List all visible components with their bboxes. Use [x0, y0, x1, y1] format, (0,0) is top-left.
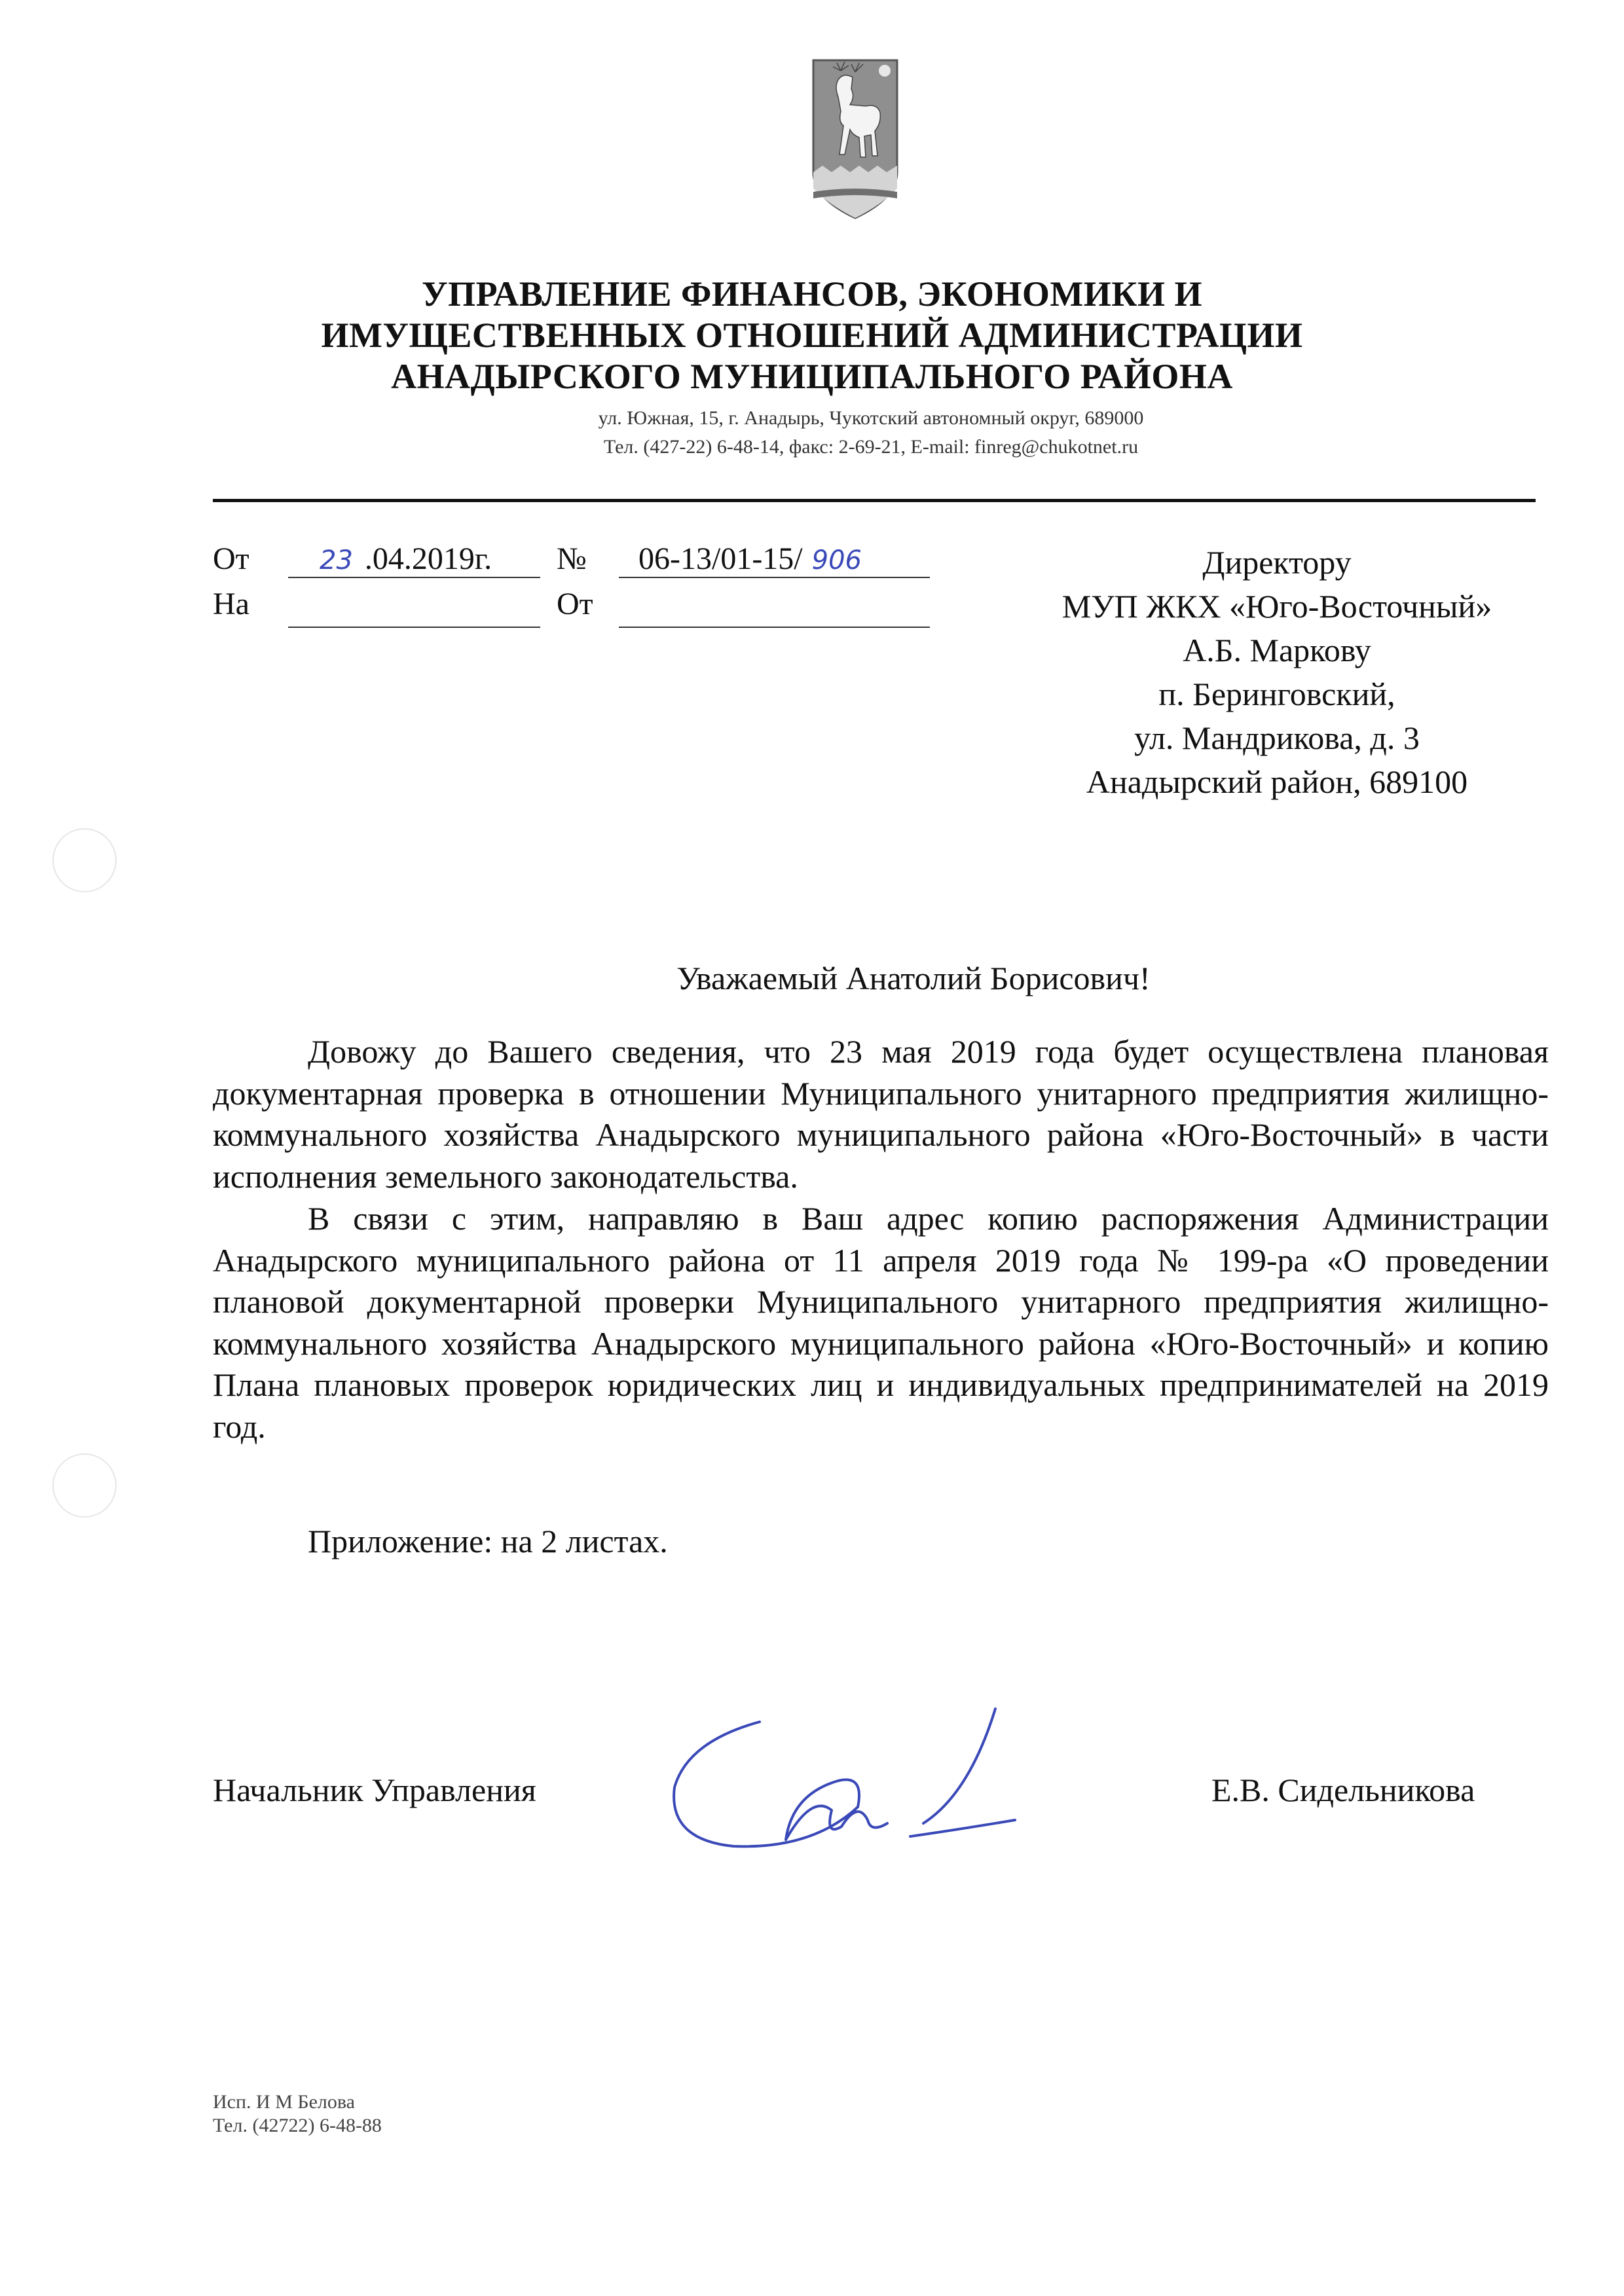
- executor-info: [213, 2090, 382, 2138]
- header-divider: [213, 499, 1536, 502]
- handwritten-number: 906: [811, 545, 862, 575]
- recipient-block: [969, 541, 1585, 804]
- punch-hole-bottom: [52, 1453, 117, 1518]
- recipient-line-5: ул. Мандрикова, д. 3: [1134, 720, 1420, 756]
- recipient-line-1: Директору: [1202, 544, 1352, 581]
- body-paragraph-2: В связи с этим, направляю в Ваш адрес копию распоряжения Администрации Анадырского муниципального района от 11 апреля 2019 года № 199-ра «О проведении плановой документарной проверки Муниципального унитарного предприятия жилищно-коммунального хозяйства Анадырского муниципального района «Юго-Восточный» и копию Плана плановых проверок юридических лиц и индивидуальных предпринимателей на 2019 год.: [213, 1200, 1549, 1445]
- handwritten-day: 23: [320, 545, 353, 575]
- outgoing-date: [288, 541, 540, 578]
- punch-hole-top: [52, 828, 117, 892]
- outgoing-number: [619, 541, 930, 578]
- organization-title-line-2: ИМУЩЕСТВЕННЫХ ОТНОШЕНИЙ АДМИНИСТРАЦИИ: [321, 316, 1303, 355]
- on-label: На: [213, 587, 249, 621]
- recipient-line-6: Анадырский район, 689100: [1086, 763, 1468, 800]
- attachment-note: Приложение: на 2 листах.: [308, 1523, 668, 1559]
- body-paragraph-1: Довожу до Вашего сведения, что 23 мая 2019 года будет осуществлена плановая документарная проверка в отношении Муниципального унитарного предприятия жилищно-коммунального хозяйства Анадырского муниципального района «Юго-Восточный» в части исполнения земельного законодательства.: [213, 1033, 1549, 1195]
- from-label: От: [213, 541, 249, 576]
- organization-contacts: Тел. (427-22) 6-48-14, факс: 2-69-21, E-mail: finreg@chukotnet.ru: [603, 436, 1139, 458]
- printed-number: 06-13/01-15/: [638, 541, 803, 576]
- organization-title-line-3: АНАДЫРСКОГО МУНИЦИПАЛЬНОГО РАЙОНА: [391, 357, 1233, 396]
- organization-title-line-1: УПРАВЛЕНИЕ ФИНАНСОВ, ЭКОНОМИКИ И: [422, 274, 1202, 314]
- of-label: От: [557, 587, 593, 621]
- number-label: №: [557, 541, 587, 576]
- organization-address: ул. Южная, 15, г. Анадырь, Чукотский автономный округ, 689000: [598, 407, 1144, 429]
- printed-date: .04.2019г.: [364, 541, 492, 576]
- executor-name: Исп. И М Белова: [213, 2091, 355, 2113]
- executor-phone: Тел. (42722) 6-48-88: [213, 2115, 382, 2136]
- signatory-position: Начальник Управления: [213, 1772, 536, 1808]
- recipient-line-3: А.Б. Маркову: [1183, 632, 1371, 668]
- organization-title: [0, 274, 1624, 397]
- recipient-line-2: МУП ЖКХ «Юго-Восточный»: [1061, 588, 1492, 625]
- greeting: Уважаемый Анатолий Борисович!: [676, 960, 1151, 996]
- incoming-number-blank: [619, 627, 930, 628]
- recipient-line-4: п. Беринговский,: [1158, 676, 1395, 712]
- coat-of-arms-emblem: [809, 58, 901, 221]
- incoming-date-blank: [288, 627, 540, 628]
- signatory-name: Е.В. Сидельникова: [1211, 1772, 1475, 1808]
- handwritten-signature: [661, 1696, 1028, 1866]
